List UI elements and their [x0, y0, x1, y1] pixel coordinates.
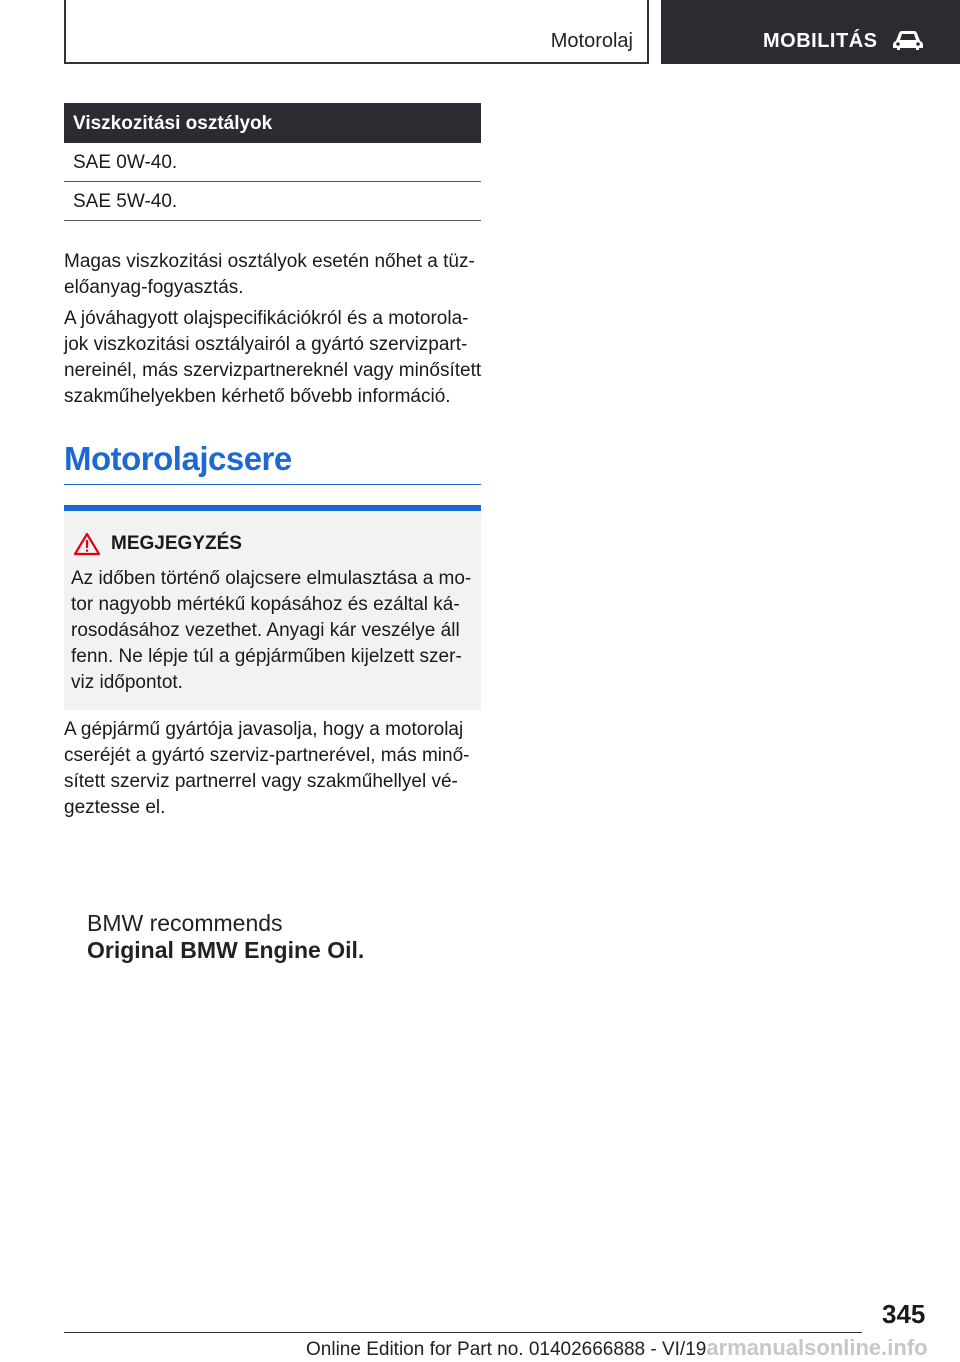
- notice-box: [64, 505, 481, 710]
- notice-title: MEGJEGYZÉS: [111, 533, 242, 554]
- paragraph-oil-change-recommendation: A gépjármű gyártója javasolja, hogy a motorolaj cseréjét a gyártó szerviz-partnerével, más minősített szerviz partnerrel vagy szakműhellyel végeztesse el.: [64, 719, 470, 818]
- viscosity-table: [64, 103, 481, 221]
- header-chapter-box: [661, 0, 960, 64]
- oil-banner-line1: BMW recommends: [87, 910, 283, 936]
- notice-text: Az időben történő olajcsere elmulasztása a motor nagyobb mértékű kopásához és ezáltal károsodásához vezethet. Anyagi kár veszélye áll fenn. Ne lépje túl a gépjárműben kijelzett szerviz időpontot.: [71, 568, 472, 693]
- footer-text: [306, 1335, 928, 1361]
- table-row: SAE 5W-40.: [64, 182, 481, 221]
- footer-edition: Online Edition for Part no. 01402666888 - VI/19: [306, 1339, 707, 1360]
- section-title: Motorolajcsere: [64, 440, 292, 477]
- notice-top-bar: [64, 505, 481, 511]
- header-section-title: Motorolaj: [550, 30, 633, 52]
- footer-rule: [64, 1332, 862, 1333]
- oil-banner-line2: Original BMW Engine Oil.: [87, 937, 365, 963]
- paragraph-oil-specifications: A jóváhagyott olajspecifikációkról és a motorolajok viszkozitási osztályairól a gyártó szervizpartnereinél, más szervizpartnereknél vagy minősített szakműhelyekben kérhető bővebb információ.: [64, 308, 482, 407]
- table-header: Viszkozitási osztályok: [64, 103, 481, 143]
- table-row: SAE 0W-40.: [64, 143, 481, 182]
- footer-watermark: armanualsonline.info: [706, 1335, 928, 1360]
- car-icon: [892, 28, 924, 57]
- header-section-box: [64, 0, 649, 64]
- header-chapter-title: MOBILITÁS: [763, 30, 878, 52]
- section-title-rule: [64, 484, 481, 485]
- page-number: 345: [882, 1299, 926, 1329]
- paragraph-fuel-consumption: Magas viszkozitási osztályok esetén nőhet a tüzelőanyag-fogyasztás.: [64, 251, 475, 298]
- warning-triangle-icon: [73, 532, 101, 561]
